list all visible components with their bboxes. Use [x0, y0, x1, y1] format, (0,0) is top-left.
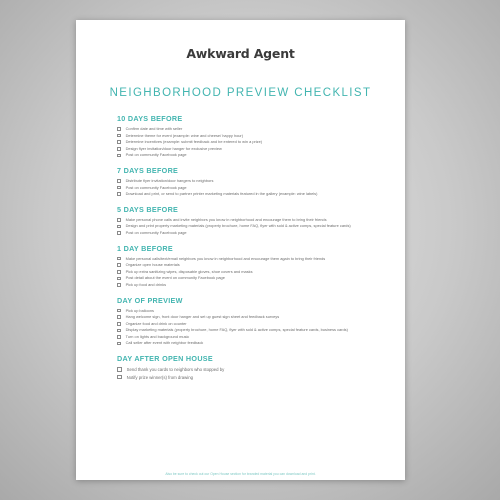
checklist-item-text: Turn on lights and background music — [125, 333, 190, 339]
checklist-item — [117, 340, 372, 347]
checkbox-icon — [117, 231, 121, 235]
section-heading: DAY OF PREVIEW — [117, 295, 183, 305]
checklist-item — [117, 146, 372, 153]
checklist-item-text: Confirm date and time with seller — [125, 126, 183, 131]
checklist-item-text: Make personal phone calls and invite neighbors you know in neighborhood and encourage them to bring their friends — [125, 216, 327, 222]
checklist-item — [117, 178, 372, 185]
checkbox-icon — [117, 309, 121, 313]
checklist-item — [117, 366, 372, 374]
checklist-item-text: Post on community Facebook page — [125, 229, 187, 235]
checklist-item-text: Design flyer invitation/door hanger for exclusive preview — [125, 145, 222, 151]
checkbox-icon — [117, 277, 121, 281]
checklist-item-text: Design and print property marketing materials (property brochure, home FAQ, flyer with sold & active comps, special feature cards) — [125, 223, 351, 229]
checklist-item-text: Determine theme for event (example: wine and cheese/ happy hour) — [125, 132, 244, 138]
checkbox-icon — [117, 329, 121, 333]
checklist-item-text: Display marketing materials (property brochure, home FAQ, flyer with sold & active comps, special feature cards, business cards) — [125, 327, 348, 333]
checklist-item — [117, 191, 372, 198]
checkbox-icon — [117, 342, 121, 346]
checkbox-icon — [117, 283, 121, 287]
checklist-item — [117, 139, 372, 146]
checklist-item — [117, 327, 372, 334]
checklist-item-text: Pick up food and drinks — [125, 281, 167, 287]
section-day-of-preview — [117, 296, 372, 348]
checklist-item-text: Hang welcome sign, front door hanger and set up guest sign sheet and feedback surveys — [125, 314, 280, 320]
section-heading: 5 DAYS BEFORE — [117, 204, 179, 214]
section-1-day-before — [117, 244, 372, 289]
checklist-item-text: Distribute flyer invitation/door hangers to neighbors — [125, 177, 214, 183]
checkbox-icon — [117, 263, 121, 267]
checkbox-icon — [117, 335, 121, 339]
section-5-days-before — [117, 205, 372, 237]
checklist-item-text: Organize open house materials — [125, 262, 180, 268]
checklist-item-text: Organize food and drink on counter — [125, 320, 187, 326]
checklist-item-text: Notify prize winner(s) from drawing — [126, 374, 193, 380]
checklist-item — [117, 185, 372, 192]
section-7-days-before — [117, 166, 372, 198]
section-heading: 10 DAYS BEFORE — [117, 114, 183, 123]
brand-logo: Awkward Agent — [186, 46, 295, 61]
checklist-page — [76, 20, 405, 480]
checkbox-icon — [117, 367, 122, 372]
section-heading: 7 DAYS BEFORE — [117, 165, 179, 175]
checkbox-icon — [117, 186, 121, 190]
checkbox-icon — [117, 127, 121, 131]
checklist-item-text: Download and print, or send to partner printer marketing materials featured in the gallery (example: wine labels) — [125, 191, 318, 197]
checklist-item — [117, 269, 372, 276]
checklist-item — [117, 133, 372, 140]
checkbox-icon — [117, 257, 121, 261]
checkbox-icon — [117, 192, 121, 196]
footer-note: Also be sure to check out our Open House section for branded material you can download and print. — [165, 472, 316, 476]
checklist-item-text: Pick up balloons — [125, 307, 154, 313]
checkbox-icon — [117, 315, 121, 319]
checklist-item-text: Post on community Facebook page — [125, 152, 187, 158]
checkbox-icon — [117, 322, 121, 326]
checklist-item — [117, 374, 372, 382]
checklist-item-text: Determine incentives (example: submit feedback and be entered to win a prize) — [125, 139, 263, 145]
checklist-item-text: Call seller after event with neighbor feedback — [125, 340, 204, 346]
checklist-content — [117, 114, 372, 388]
section-day-after-open-house — [117, 354, 372, 381]
checklist-item-text: Make personal calls/text/email neighbors you know in neighborhood and encourage them again to bring their friends — [125, 255, 326, 261]
checkbox-icon — [117, 218, 121, 222]
checklist-item — [117, 282, 372, 289]
checklist-item — [117, 275, 372, 282]
checklist-item — [117, 321, 372, 328]
checklist-item — [117, 308, 372, 315]
checklist-item-text: Post detail about the event on community Facebook page — [125, 275, 225, 281]
section-10-days-before — [117, 114, 372, 159]
checkbox-icon — [117, 225, 121, 229]
checklist-item — [117, 223, 372, 230]
checklist-item — [117, 230, 372, 237]
checkbox-icon — [117, 147, 121, 151]
checklist-item — [117, 152, 372, 159]
checklist-item — [117, 334, 372, 341]
checkbox-icon — [117, 375, 122, 380]
checkbox-icon — [117, 179, 121, 183]
section-heading: 1 DAY BEFORE — [117, 243, 173, 253]
checklist-item — [117, 262, 372, 269]
checklist-item — [117, 314, 372, 321]
checkbox-icon — [117, 140, 121, 144]
section-heading: DAY AFTER OPEN HOUSE — [117, 354, 213, 364]
checklist-item-text: Pick up extra sanitizing wipes, disposable gloves, shoe covers and masks — [125, 268, 253, 274]
checklist-item-text: Send thank you cards to neighbors who stopped by — [126, 367, 225, 373]
checkbox-icon — [117, 270, 121, 274]
checklist-item-text: Post on community Facebook page — [125, 184, 187, 190]
checklist-item — [117, 256, 372, 263]
checkbox-icon — [117, 134, 121, 138]
checklist-item — [117, 217, 372, 224]
checkbox-icon — [117, 154, 121, 158]
checklist-item — [117, 126, 372, 133]
page-title: NEIGHBORHOOD PREVIEW CHECKLIST — [109, 87, 372, 99]
